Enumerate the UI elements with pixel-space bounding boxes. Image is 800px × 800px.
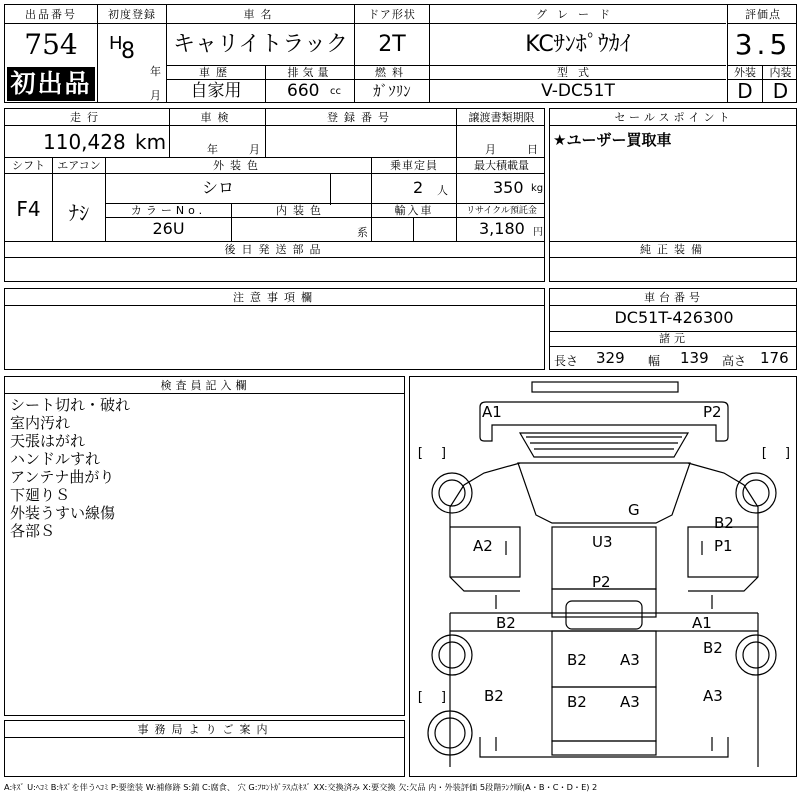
damage-legend: A:ｷｽﾞ U:ﾍｺﾐ B:ｷｽﾞを伴うﾍｺﾐ P:要塗装 W:補修跡 S:錆 C:腐食、 穴 G:ﾌﾛﾝﾄｶﾞﾗｽ点ｷｽﾞ XX:交換済み X:要交換 欠:欠品 内・外装評価 5段階ﾗﾝｸ順(A・B・C・D・E) 2 xyxy=(4,782,598,792)
inspector-line: 室内汚れ xyxy=(10,414,71,432)
mark-a3-bed-lower: A3 xyxy=(620,693,640,711)
mark-g: G xyxy=(628,501,640,519)
mark-b2-bed-lower: B2 xyxy=(567,693,587,711)
mark-b2-bed-upper: B2 xyxy=(567,651,587,669)
sales-point-block xyxy=(549,108,797,282)
fuel-value: ｶﾞｿﾘﾝ xyxy=(373,82,411,100)
sales-point-label: セールスポイント xyxy=(614,111,734,124)
office-block xyxy=(4,720,405,777)
mark-a1-right-mid: A1 xyxy=(692,614,712,632)
shift-label: シフト xyxy=(12,159,45,172)
door-label: ドア形状 xyxy=(368,8,416,21)
grade-label: グレード xyxy=(536,8,620,21)
inspector-block xyxy=(4,376,405,716)
mark-a3-right-lower: A3 xyxy=(703,687,723,705)
car-name-label: 車名 xyxy=(243,8,278,21)
mark-b2-right-upper: B2 xyxy=(714,514,734,532)
svg-text:]: ] xyxy=(440,690,448,705)
first-reg-era: H xyxy=(109,33,123,54)
width-label: 幅 xyxy=(648,354,661,368)
mark-p2-top: P2 xyxy=(703,403,722,421)
inspector-label: 検査員記入欄 xyxy=(160,379,251,392)
length-value: 329 xyxy=(596,349,625,367)
grade-value: KCｻﾝﾎﾟｳｶｲ xyxy=(525,32,631,57)
inspector-line: ハンドルすれ xyxy=(10,450,101,468)
svg-text:[: [ xyxy=(416,690,424,705)
inspection-year-unit: 年 xyxy=(207,143,218,156)
exterior-color-label: 外装色 xyxy=(213,159,264,172)
score-value: 3.5 xyxy=(734,28,792,61)
capacity-label: 乗車定員 xyxy=(390,159,438,172)
lot-number-label: 出品番号 xyxy=(25,8,77,21)
inspector-lines xyxy=(10,396,130,540)
mark-u3: U3 xyxy=(592,533,613,551)
recycle-unit: 円 xyxy=(533,227,543,238)
genuine-equipment-label: 純正装備 xyxy=(640,243,708,256)
transfer-month-unit: 月 xyxy=(485,143,496,156)
first-reg-year-unit: 年 xyxy=(150,65,161,78)
inspector-line: 下廻りＳ xyxy=(10,486,71,504)
svg-text:[: [ xyxy=(760,446,768,461)
notes-block xyxy=(4,288,545,370)
mark-b2-right-lower: B2 xyxy=(703,639,723,657)
later-parts-label: 後日発送部品 xyxy=(224,243,327,256)
lot-number: 754 xyxy=(24,28,78,61)
inspector-line: アンテナ曲がり xyxy=(10,468,115,486)
inspector-line: 外装うすい線傷 xyxy=(10,504,116,522)
door-type: 2T xyxy=(378,32,406,57)
office-label: 事務局よりご案内 xyxy=(137,723,274,736)
color-no-label: カラーNo. xyxy=(130,204,207,217)
model-value: V-DC51T xyxy=(541,81,615,101)
color-no-value: 26U xyxy=(152,219,185,238)
chassis-number: DC51T-426300 xyxy=(614,308,734,327)
inspector-line: 各部Ｓ xyxy=(10,522,56,540)
mark-a3-bed-upper: A3 xyxy=(620,651,640,669)
interior-color-unit: 系 xyxy=(357,226,368,239)
interior-color-label: 内装色 xyxy=(276,204,327,217)
first-reg-label: 初度登録 xyxy=(108,8,156,21)
mileage-unit: km xyxy=(135,130,167,154)
svg-text:[: [ xyxy=(416,446,424,461)
recycle-label: リサイクル預託金 xyxy=(466,206,537,216)
fuel-label: 燃料 xyxy=(375,66,409,79)
svg-text:]: ] xyxy=(440,446,448,461)
mark-a1-top: A1 xyxy=(482,403,502,421)
chassis-label: 車台番号 xyxy=(644,291,704,304)
car-name: キャリイトラック xyxy=(173,32,348,57)
transfer-day-unit: 日 xyxy=(527,143,538,156)
width-value: 139 xyxy=(680,349,709,367)
mark-p2-mid: P2 xyxy=(592,573,611,591)
history-label: 車歴 xyxy=(199,66,233,79)
mileage-label: 走行 xyxy=(70,111,104,124)
mark-a2-left: A2 xyxy=(473,537,493,555)
height-label: 高さ xyxy=(722,354,747,368)
details-block xyxy=(4,108,545,282)
mark-p1-right: P1 xyxy=(714,537,733,555)
exterior-color-value: シロ xyxy=(201,178,234,197)
transfer-label: 譲渡書類期限 xyxy=(468,111,535,124)
svg-text:]: ] xyxy=(784,446,792,461)
first-listing-badge: 初出品 xyxy=(7,67,95,101)
score-label: 評価点 xyxy=(745,8,781,21)
inspector-line: シート切れ・破れ xyxy=(10,396,131,414)
aircon-label: エアコン xyxy=(57,159,101,172)
recycle-value: 3,180 xyxy=(479,219,525,238)
header-block xyxy=(4,4,797,103)
max-load-unit: kg xyxy=(531,183,544,194)
model-label: 型式 xyxy=(557,66,599,79)
chassis-block xyxy=(549,288,797,370)
mileage-value: 110,428 xyxy=(43,130,126,154)
sales-point-text: ★ユーザー買取車 xyxy=(553,131,672,149)
aircon-value: ﾅｼ xyxy=(69,201,89,225)
history-value: 自家用 xyxy=(190,81,242,101)
length-label: 長さ xyxy=(554,354,579,368)
shift-value: F4 xyxy=(16,197,41,221)
registration-label: 登録番号 xyxy=(327,111,395,124)
interior-score: D xyxy=(772,80,789,102)
first-reg-month-unit: 月 xyxy=(150,89,161,102)
notes-label: 注意事項欄 xyxy=(233,291,318,304)
capacity-unit: 人 xyxy=(437,184,448,197)
displacement-unit: cc xyxy=(330,86,341,97)
displacement-value: 660 xyxy=(287,81,320,101)
exterior-score-label: 外装 xyxy=(734,66,756,79)
damage-diagram xyxy=(409,376,797,777)
height-value: 176 xyxy=(760,349,789,367)
displacement-label: 排気量 xyxy=(287,66,333,79)
inspector-line: 天張はがれ xyxy=(10,432,86,450)
max-load-value: 350 xyxy=(493,178,524,197)
capacity-value: 2 xyxy=(413,178,424,197)
specs-label: 諸元 xyxy=(659,332,689,345)
first-reg-year: 8 xyxy=(121,39,135,64)
inspection-month-unit: 月 xyxy=(249,143,260,156)
exterior-score: D xyxy=(737,80,753,102)
interior-score-label: 内装 xyxy=(769,66,792,79)
inspection-label: 車検 xyxy=(200,111,235,124)
import-label: 輸入車 xyxy=(394,204,434,217)
mark-b2-left-mid: B2 xyxy=(496,614,516,632)
max-load-label: 最大積載量 xyxy=(474,159,529,172)
mark-b2-left-lower: B2 xyxy=(484,687,504,705)
